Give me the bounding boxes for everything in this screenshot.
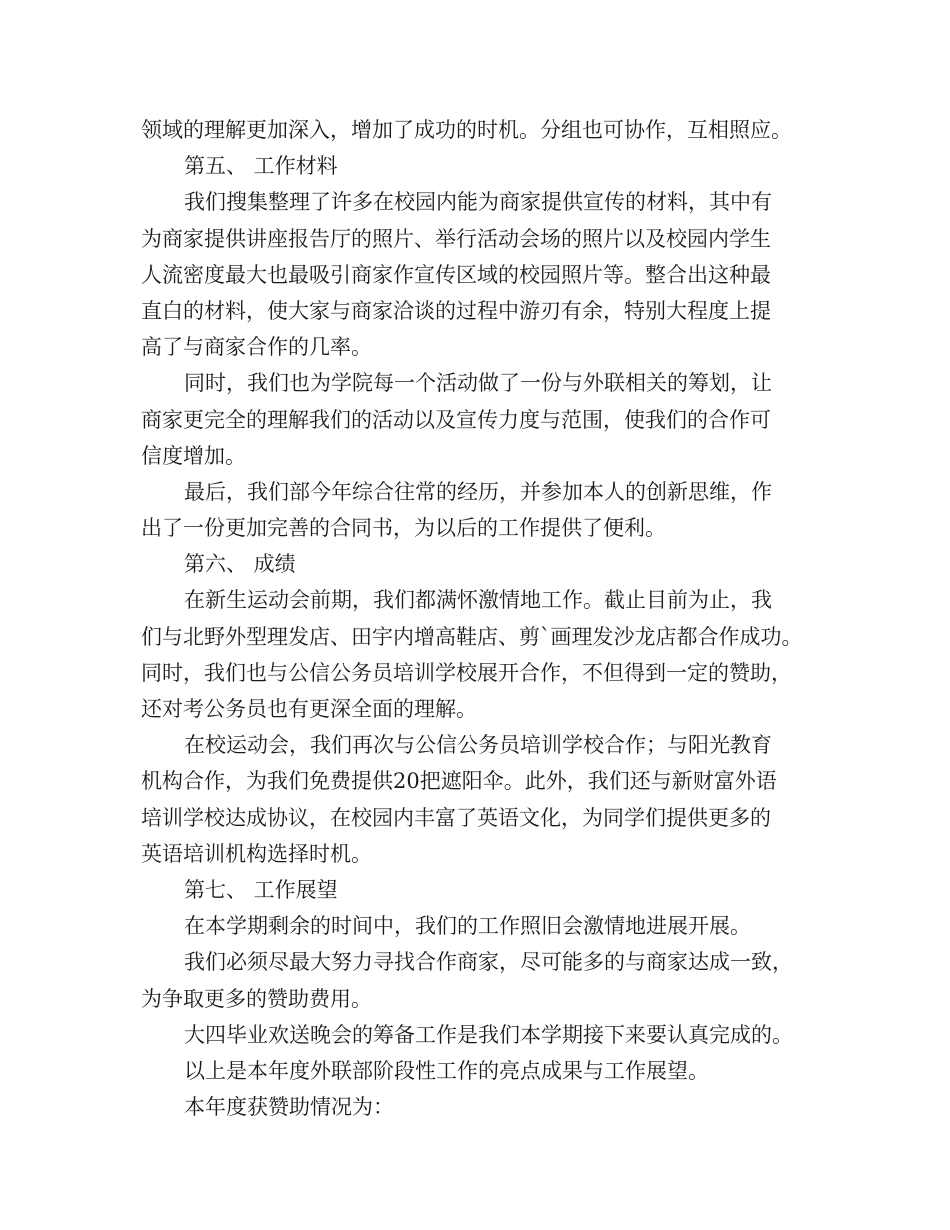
paragraph-line: 商家更完全的理解我们的活动以及宣传力度与范围，使我们的合作可 [141,407,771,432]
paragraph-line: 在本学期剩余的时间中，我们的工作照旧会激情地进展开展。 [184,914,751,939]
paragraph-line: 领域的理解更加深入，增加了成功的时机。分组也可协作，互相照应。 [141,118,792,142]
paragraph-line: 第五、 工作材料 [184,154,338,179]
paragraph-line: 最后，我们部今年综合往常的经历，并参加本人的创新思维，作 [184,479,772,504]
paragraph-line: 我们必须尽最大努力寻找合作商家，尽可能多的与商家达成一致， [184,950,793,975]
paragraph-line: 为商家提供讲座报告厅的照片、举行活动会场的照片以及校园内学生 [141,226,771,251]
paragraph-line: 培训学校达成协议，在校园内丰富了英语文化，为同学们提供更多的 [141,805,771,830]
paragraph-line: 还对考公务员也有更深全面的理解。 [141,697,477,721]
paragraph-line: 在校运动会，我们再次与公信公务员培训学校合作；与阳光教育 [184,733,772,758]
paragraph-line: 以上是本年度外联部阶段性工作的亮点成果与工作展望。 [184,1058,709,1083]
document-body [141,112,821,1125]
paragraph-line: 同时，我们也为学院每一个活动做了一份与外联相关的筹划，让 [184,371,772,396]
paragraph-line: 们与北野外型理发店、田宇内增高鞋店、剪`画理发沙龙店都合作成功。 [141,624,803,649]
paragraph-line: 信度增加。 [141,443,246,468]
paragraph-line: 在新生运动会前期，我们都满怀激情地工作。截止目前为止，我 [184,588,772,613]
paragraph-line: 我们搜集整理了许多在校园内能为商家提供宣传的材料，其中有 [184,190,772,215]
paragraph-line: 高了与商家合作的几率。 [141,335,372,360]
paragraph-line: 直白的材料，使大家与商家洽谈的过程中游刃有余，特别大程度上提 [141,298,771,323]
paragraph-line: 同时，我们也与公信公务员培训学校展开合作，不但得到一定的赞助， [141,660,792,685]
paragraph-line: 人流密度最大也最吸引商家作宣传区域的校园照片等。整合出这种最 [141,262,771,287]
paragraph-line: 第七、 工作展望 [184,877,338,902]
paragraph-line: 为争取更多的赞助费用。 [141,986,372,1011]
paragraph-line: 第六、 成绩 [184,552,296,577]
paragraph-line: 机构合作，为我们免费提供20把遮阳伞。此外，我们还与新财富外语 [141,769,777,794]
paragraph-line: 本年度获赞助情况为： [184,1095,394,1120]
paragraph-line: 大四毕业欢送晚会的筹备工作是我们本学期接下来要认真完成的。 [184,1022,793,1047]
paragraph-line: 英语培训机构选择时机。 [141,841,372,866]
paragraph-line: 出了一份更加完善的合同书，为以后的工作提供了便利。 [141,516,666,541]
